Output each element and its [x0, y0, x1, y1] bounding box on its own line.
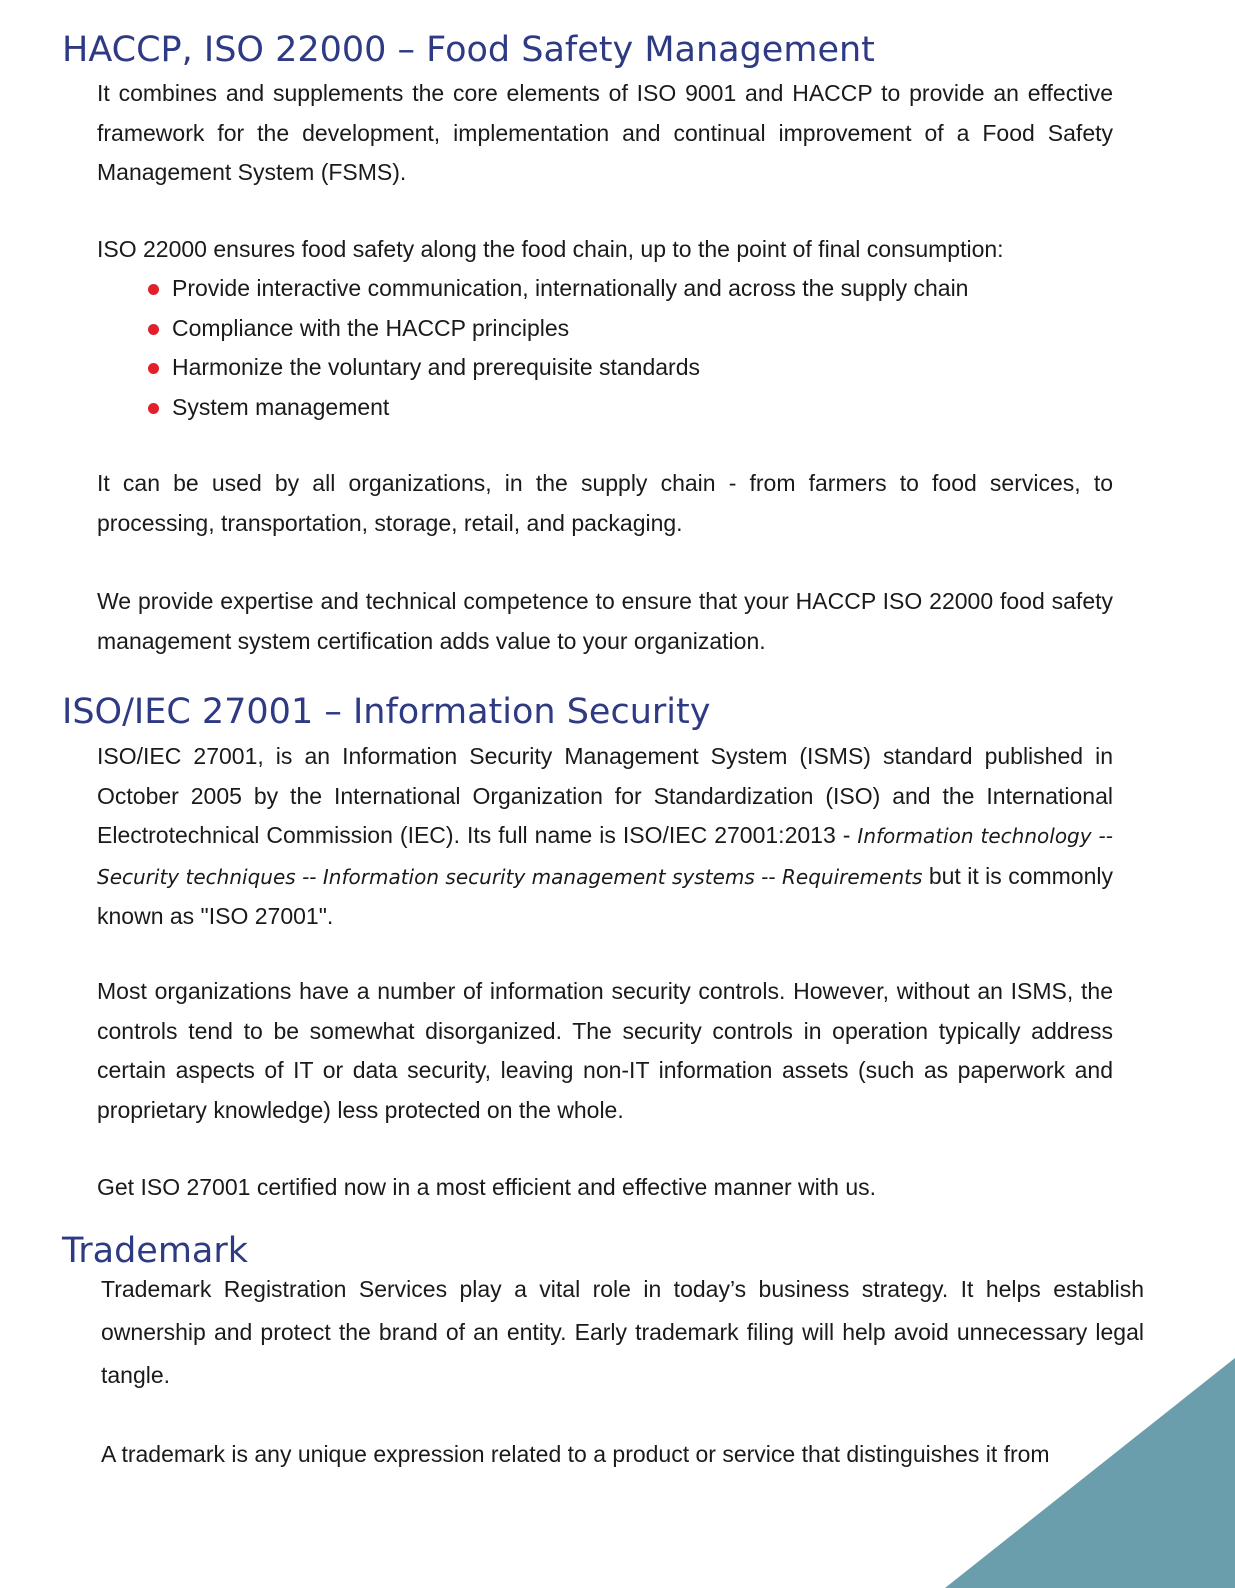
section-heading-trademark: Trademark [62, 1231, 249, 1271]
section-heading-haccp: HACCP, ISO 22000 – Food Safety Management [62, 30, 875, 70]
bullet-icon [148, 363, 159, 374]
bullet-icon [148, 284, 159, 295]
iso27001-paragraph-3: Get ISO 27001 certified now in a most efficient and effective manner with us. [97, 1174, 877, 1200]
trademark-paragraph-1: Trademark Registration Services play a vital role in today’s business strategy. It helps establish ownership and protect the brand of an entity. Early trademark filing will help avoid unnecessary legal tangle. [101, 1276, 1144, 1388]
corner-triangle [945, 1358, 1235, 1588]
bullet-text: Compliance with the HACCP principles [172, 314, 570, 341]
iso27001-p1-start: ISO/IEC 27001, is an Information Security Management System (ISMS) standard published in October 2005 by the International Organization for Standardization (ISO) and the International Electrotechnical Commission (IEC). Its full name is ISO/IEC 27001:2013 - [97, 743, 1113, 848]
haccp-paragraph-3: It can be used by all organizations, in the supply chain - from farmers to food services, to processing, transportation, storage, retail, and packaging. [97, 470, 1113, 536]
list-item [146, 309, 968, 349]
list-item [146, 388, 968, 428]
iso27001-paragraph-2: Most organizations have a number of information security controls. However, without an ISMS, the controls tend to be somewhat disorganized. The security controls in operation typically address certain aspects of IT or data security, leaving non-IT information assets (such as paperwork and proprietary knowledge) less protected on the whole. [97, 978, 1113, 1123]
corner-decoration [945, 1358, 1235, 1588]
haccp-paragraph-4: We provide expertise and technical competence to ensure that your HACCP ISO 22000 food safety management system certification adds value to your organization. [97, 588, 1113, 654]
haccp-bullet-list [146, 269, 968, 427]
list-item [146, 348, 968, 388]
trademark-paragraph-2: A trademark is any unique expression related to a product or service that distinguishes it from [101, 1441, 1050, 1467]
iso27001-p1-end: but it is commonly known as "ISO 27001". [97, 862, 1113, 929]
iso27001-standard-full-name: Information technology -- Security techniques -- Information security management systems -- Requirements [97, 824, 1113, 889]
bullet-text: Provide interactive communication, internationally and across the supply chain [172, 275, 969, 301]
bullet-text: Harmonize the voluntary and prerequisite standards [172, 354, 701, 380]
bullet-icon [148, 403, 159, 414]
bullet-text: System management [172, 393, 390, 420]
list-item [146, 269, 968, 309]
haccp-paragraph-1: It combines and supplements the core elements of ISO 9001 and HACCP to provide an effective framework for the development, implementation and continual improvement of a Food Safety Management System (FSMS). [97, 80, 1113, 185]
haccp-paragraph-2: ISO 22000 ensures food safety along the food chain, up to the point of final consumption: [97, 236, 1004, 262]
iso27001-paragraph-1 [97, 737, 1113, 937]
section-heading-iso27001: ISO/IEC 27001 – Information Security [62, 692, 711, 732]
bullet-icon [148, 324, 159, 335]
